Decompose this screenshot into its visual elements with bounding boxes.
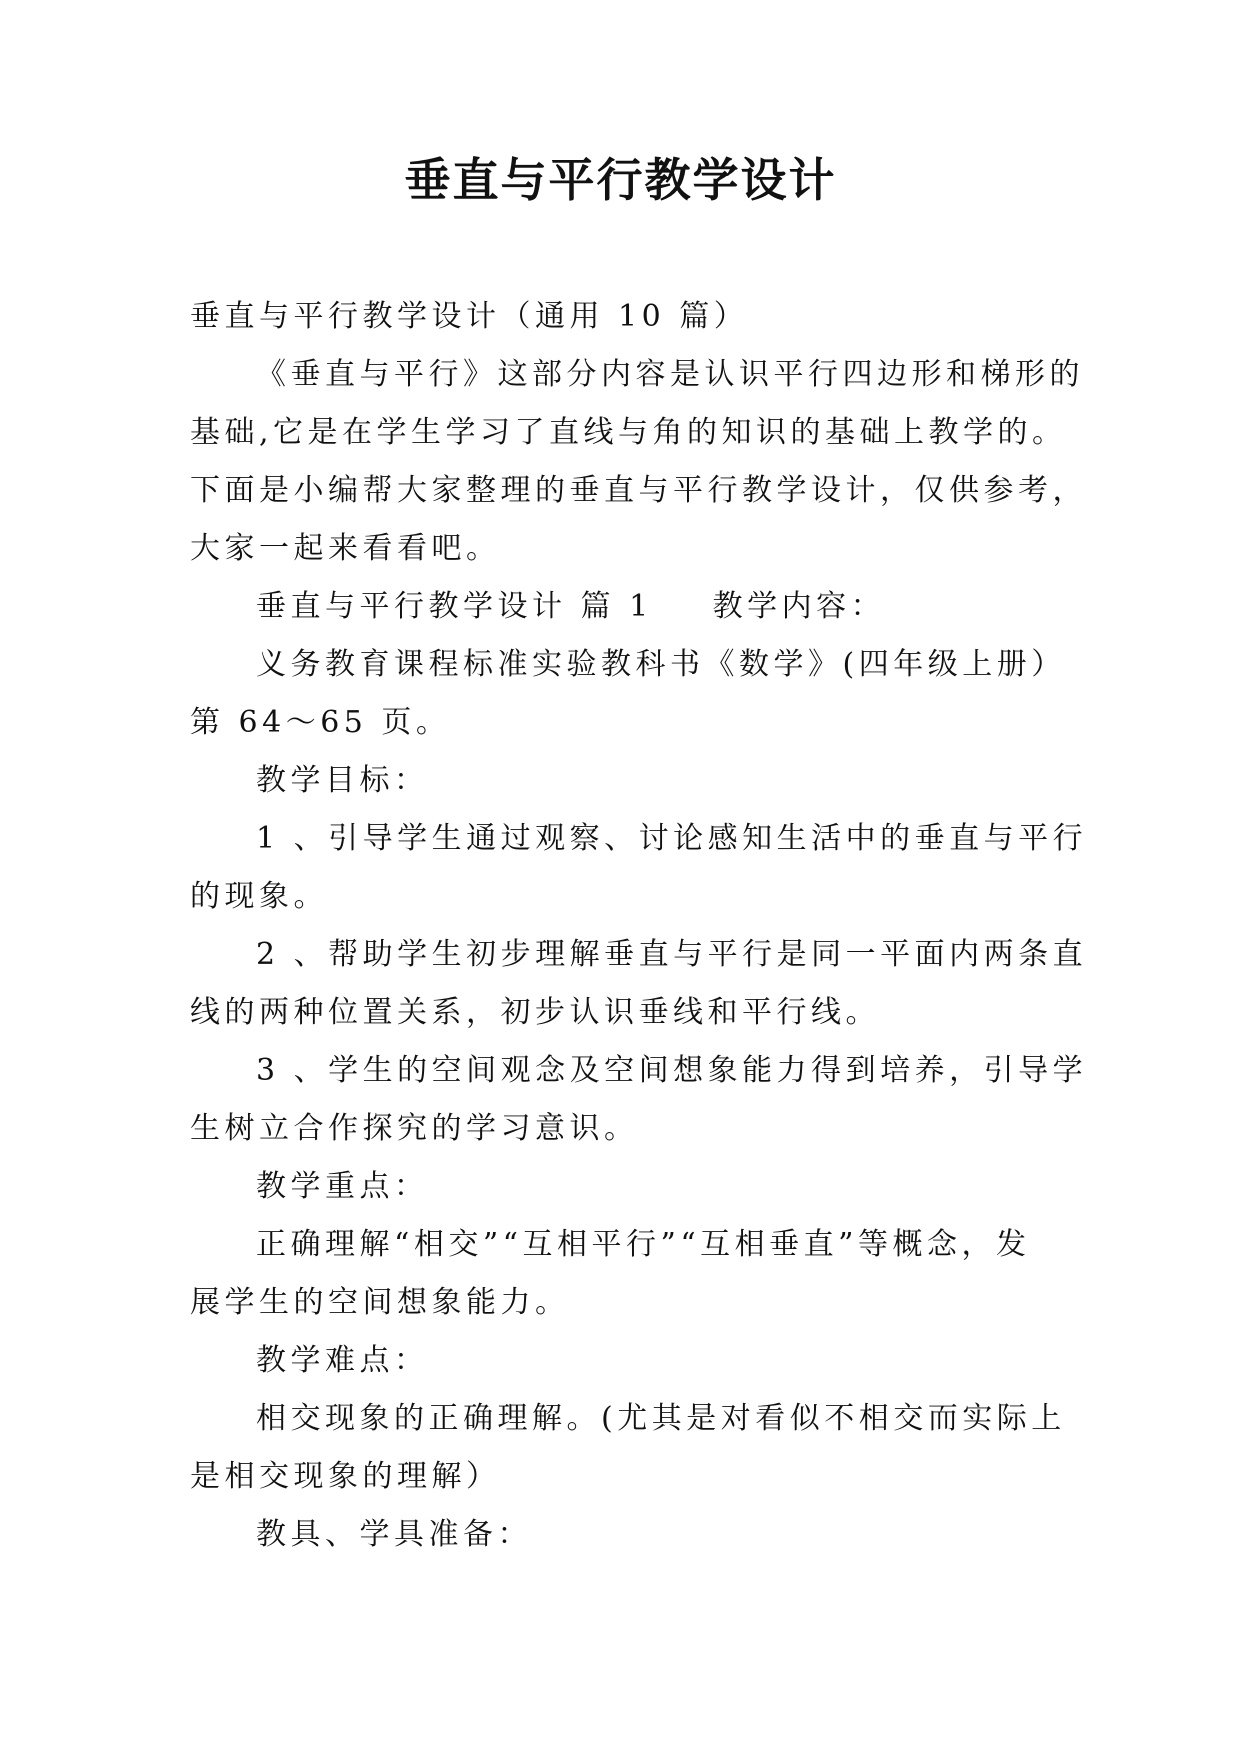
difficulty-line: 是相交现象的理解） [190, 1459, 501, 1494]
section-heading: 垂直与平行教学设计 篇 1 [256, 589, 653, 624]
document-title: 垂直与平行教学设计 [404, 153, 837, 207]
content-label: 教学内容： [712, 589, 886, 624]
textbook-line: 第 64～65 页。 [190, 705, 451, 740]
goal-1-line: 的现象。 [190, 879, 328, 914]
goal-1-line: 1 、引导学生通过观察、讨论感知生活中的垂直与平行 [256, 821, 1088, 856]
goals-label: 教学目标： [256, 763, 429, 798]
section-heading-line [190, 578, 1050, 636]
goal-2-line: 2 、帮助学生初步理解垂直与平行是同一平面内两条直 [256, 937, 1088, 972]
goal-3-line: 3 、学生的空间观念及空间想象能力得到培养，引导学 [256, 1053, 1088, 1088]
textbook-line: 义务教育课程标准实验教科书《数学》(四年级上册） [256, 647, 1066, 682]
goal-3-line: 生树立合作探究的学习意识。 [190, 1111, 639, 1146]
key-points-line: 正确理解“相交”“互相平行”“互相垂直”等概念，发 [256, 1227, 1031, 1262]
difficulty-line: 相交现象的正确理解。(尤其是对看似不相交而实际上 [256, 1401, 1066, 1436]
document-body [190, 288, 1088, 1564]
intro-line: 下面是小编帮大家整理的垂直与平行教学设计，仅供参考， [190, 473, 1087, 508]
tools-label: 教具、学具准备： [256, 1517, 532, 1552]
intro-line: 《垂直与平行》这部分内容是认识平行四边形和梯形的 [256, 357, 1084, 392]
document-subtitle: 垂直与平行教学设计（通用 10 篇） [190, 299, 749, 334]
goal-2-line: 线的两种位置关系，初步认识垂线和平行线。 [190, 995, 880, 1030]
intro-line: 大家一起来看看吧。 [190, 531, 501, 566]
key-points-line: 展学生的空间想象能力。 [190, 1285, 570, 1320]
key-label: 教学重点： [256, 1169, 429, 1204]
intro-line: 基础,它是在学生学习了直线与角的知识的基础上教学的。 [190, 415, 1067, 450]
difficulty-label: 教学难点： [256, 1343, 429, 1378]
